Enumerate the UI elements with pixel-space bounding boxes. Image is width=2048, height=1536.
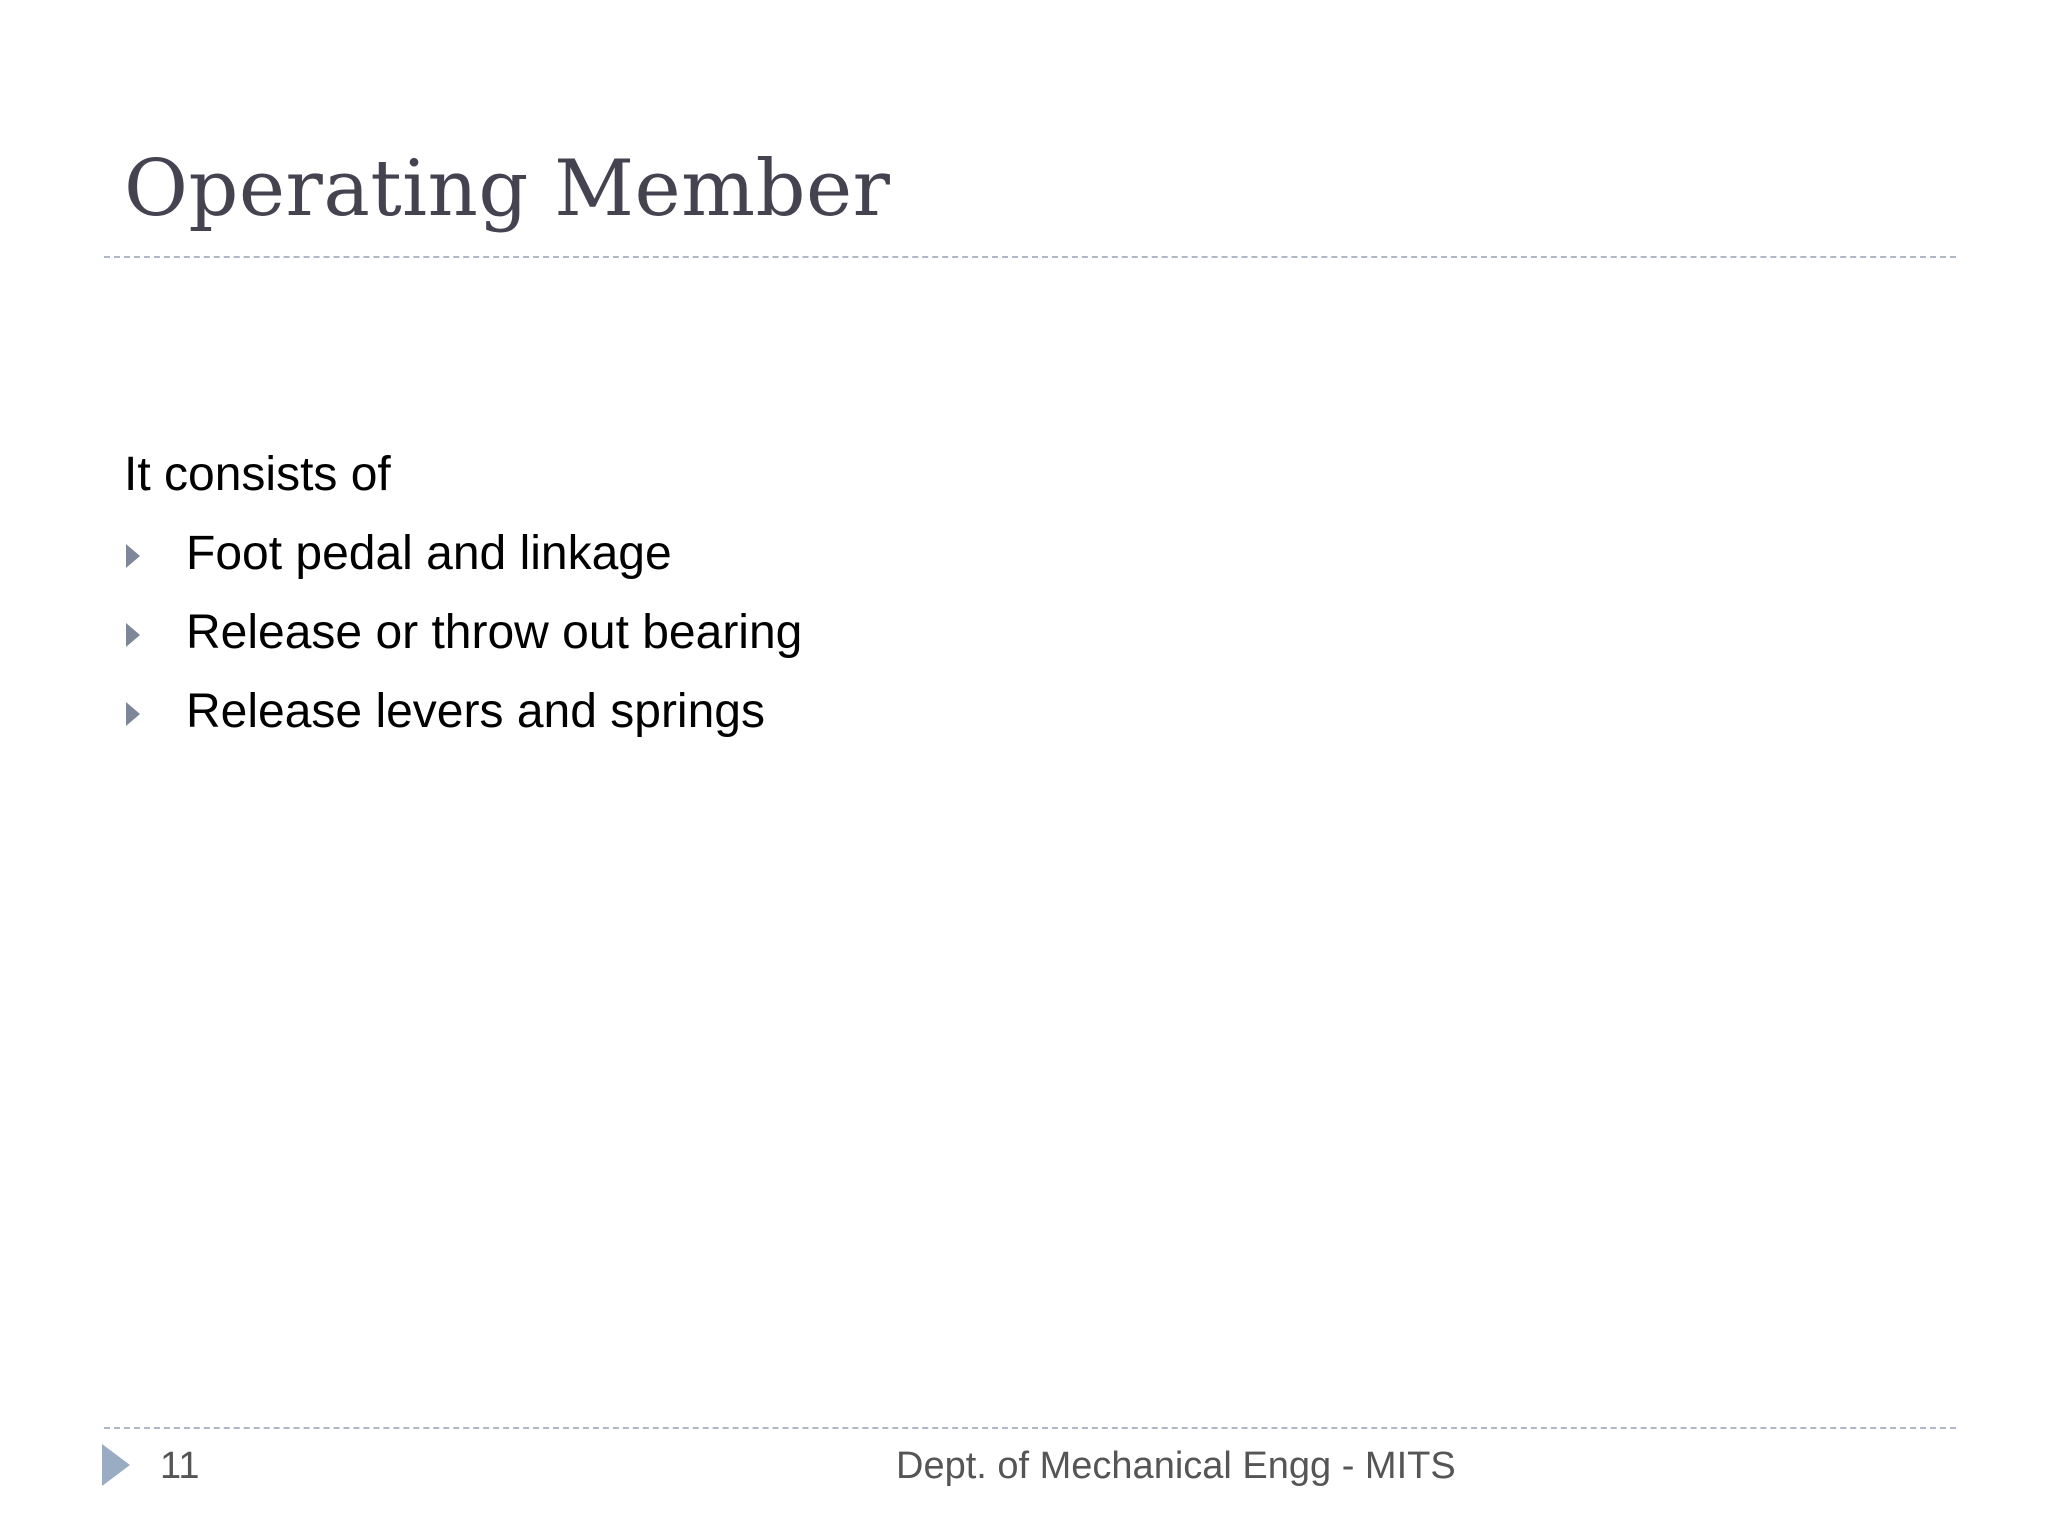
bullet-text: Release or throw out bearing bbox=[186, 606, 803, 659]
list-item bbox=[124, 527, 802, 581]
footer-divider bbox=[104, 1427, 1956, 1429]
slide-body bbox=[124, 448, 802, 764]
bullet-list bbox=[124, 527, 802, 739]
page-number: 11 bbox=[160, 1445, 200, 1487]
slide-title: Operating Member bbox=[124, 144, 891, 234]
footer-text: Dept. of Mechanical Engg - MITS bbox=[896, 1445, 1456, 1487]
triangle-right-icon bbox=[126, 702, 140, 726]
title-divider bbox=[104, 256, 1956, 258]
triangle-right-icon bbox=[126, 623, 140, 647]
bullet-text: Foot pedal and linkage bbox=[186, 527, 672, 580]
triangle-right-icon bbox=[126, 544, 140, 568]
intro-text: It consists of bbox=[124, 448, 391, 501]
list-item bbox=[124, 685, 802, 739]
list-item bbox=[124, 606, 802, 660]
footer-triangle-icon bbox=[102, 1444, 130, 1486]
bullet-text: Release levers and springs bbox=[186, 685, 765, 738]
